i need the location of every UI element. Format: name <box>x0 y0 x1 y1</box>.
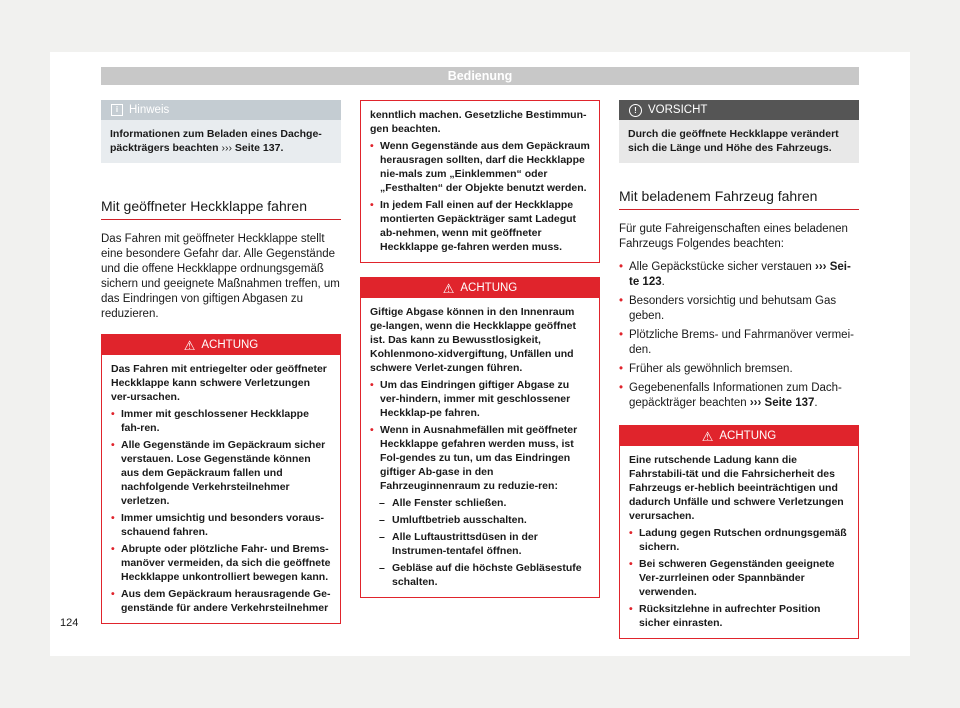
hint-header <box>101 100 341 120</box>
list-item-text: Besonders vorsichtig und behutsam Gas geben. <box>629 295 837 322</box>
warning-box-exhaust <box>360 277 600 598</box>
section-title-open-tailgate: Mit geöffneter Heckklappe fahren <box>101 199 341 220</box>
section-title-loaded-vehicle: Mit beladenem Fahrzeug fahren <box>619 189 859 210</box>
warning-body <box>620 446 858 638</box>
hint-ref-arrows: ››› <box>221 142 232 154</box>
warning-item: • Rücksitzlehne in aufrechter Position sicher einrasten. <box>629 602 849 630</box>
caution-body: Durch die geöffnete Heckklappe verändert sich die Länge und Höhe des Fahrzeugs. <box>628 128 839 154</box>
list-item-text: Gegebenenfalls Informationen zum Dach-gepäckträger beachten <box>629 382 842 409</box>
list-item-tail: . <box>661 276 665 288</box>
caution-header <box>619 100 859 120</box>
warning-item: • Ladung gegen Rutschen ordnungsgemäß sichern. <box>629 526 849 554</box>
warning-item: • Um das Eindringen giftiger Abgase zu ver-hindern, immer mit geschlossener Heckklap-pe fahren. <box>370 378 590 420</box>
list-item <box>619 328 859 358</box>
list-item <box>619 381 859 411</box>
page-ref-link[interactable]: ››› Sei-te 123 <box>629 261 851 288</box>
warning-subitem: – Umluftbetrieb ausschalten. <box>370 513 590 527</box>
section-intro: Für gute Fahreigenschaften eines beladenen Fahrzeugs Folgendes beachten: <box>619 223 848 250</box>
warning-subitem: – Gebläse auf die höchste Gebläsestufe schalten. <box>370 561 590 589</box>
warning-item: • In jedem Fall einen auf der Heckklappe montierten Gepäckträger samt Ladegut ab-nehmen, wenn mit geöffneter Heckklappe ge-fahren werden muss. <box>370 198 590 254</box>
list-item <box>619 260 859 290</box>
caution-box <box>619 100 859 163</box>
warning-item: • Bei schweren Gegenständen geeignete Ver-zurrleinen oder Spannbänder verwenden. <box>629 557 849 599</box>
warning-subitem: – Alle Fenster schließen. <box>370 496 590 510</box>
warning-header <box>620 426 858 446</box>
info-icon: i <box>111 104 123 116</box>
warning-continued-body <box>361 101 599 262</box>
warning-continued-intro: kenntlich machen. Gesetzliche Bestimmun-gen beachten. <box>370 109 587 135</box>
page-ref-link[interactable]: ››› Seite 137 <box>749 397 815 409</box>
warning-header <box>361 278 599 298</box>
warning-subitem: – Alle Luftaustrittsdüsen in der Instrumen-tentafel öffnen. <box>370 530 590 558</box>
warning-item: • Wenn Gegenstände aus dem Gepäckraum herausragen sollten, darf die Heckklappe nie-mals zum „Einklemmen“ oder „Festhalten“ der Objekte benutzt werden. <box>370 139 590 195</box>
warning-item: • Aus dem Gepäckraum herausragende Ge-genstände für andere Verkehrsteilnehmer <box>111 587 331 615</box>
warning-label: ACHTUNG <box>460 281 518 294</box>
warning-item: • Wenn in Ausnahmefällen mit geöffneter Heckklappe gefahren werden muss, ist Fol-gendes zu tun, um das Eindringen giftiger Ab-gase in den Fahrzeuginnenraum zu reduzie-ren: <box>370 423 590 493</box>
list-item <box>619 362 859 377</box>
warning-item: • Immer umsichtig und besonders voraus-schauend fahren. <box>111 511 331 539</box>
warning-item: • Abrupte oder plötzliche Fahr- und Brems-manöver vermeiden, da sich die geöffnete Heckklappe unkontrolliert bewegen kann. <box>111 542 331 584</box>
hint-body <box>101 120 341 163</box>
warning-triangle-icon: ⚠ <box>183 337 196 353</box>
hint-text: Informationen zum Beladen eines Dachge-päckträgers beachten <box>110 128 322 154</box>
exclamation-circle-icon: ! <box>629 104 642 117</box>
warning-intro: Das Fahren mit entriegelter oder geöffneter Heckklappe kann schwere Verletzungen ver-ursachen. <box>111 363 327 403</box>
caution-label: VORSICHT <box>648 103 708 116</box>
column-1 <box>101 100 341 624</box>
page <box>50 52 910 656</box>
warning-intro: Giftige Abgase können in den Innenraum ge-langen, wenn die Heckklappe geöffnet ist. Das kann zu Bewusstlosigkeit, Kohlenmono-xidvergiftung, Unfällen und schwere Verlet-zungen führen. <box>370 306 576 374</box>
page-number: 124 <box>60 617 79 629</box>
warning-body <box>102 355 340 623</box>
warning-triangle-icon: ⚠ <box>701 428 714 444</box>
warning-intro: Eine rutschende Ladung kann die Fahrstabili-tät und die Fahrsicherheit des Fahrzeugs er-heblich beeinträchtigen und dadurch Unfälle und schwere Verletzungen verursachen. <box>629 454 844 522</box>
list-item-text: Früher als gewöhnlich bremsen. <box>629 363 793 375</box>
list-item <box>619 294 859 324</box>
list-item-text: Alle Gepäckstücke sicher verstauen <box>629 261 812 273</box>
warning-box-cargo <box>619 425 859 639</box>
hint-box <box>101 100 341 163</box>
hint-label: Hinweis <box>129 103 170 116</box>
warning-header <box>102 335 340 355</box>
warning-box-continued <box>360 100 600 263</box>
warning-triangle-icon: ⚠ <box>442 280 455 296</box>
warning-item: • Alle Gegenstände im Gepäckraum sicher verstauen. Lose Gegenstände können aus dem Gepäckraum fallen und nachfolgende Verkehrsteilnehmer verletzen. <box>111 438 331 508</box>
warning-box <box>101 334 341 624</box>
list-item-tail: . <box>814 397 818 409</box>
warning-label: ACHTUNG <box>201 338 259 351</box>
column-3 <box>619 100 859 639</box>
chapter-header: Bedienung <box>101 67 859 85</box>
section-intro: Das Fahren mit geöffneter Heckklappe stellt eine besondere Gefahr dar. Alle Gegenstände und die offene Heckklappe ordnungsgemäß sichern und geeignete Maßnahmen treffen, um das Eindringen von giftigen Abgasen zu reduzieren. <box>101 233 340 320</box>
hint-ref-link[interactable]: Seite 137. <box>234 142 284 154</box>
warning-label: ACHTUNG <box>719 429 777 442</box>
warning-item: • Immer mit geschlossener Heckklappe fah-ren. <box>111 407 331 435</box>
column-2 <box>360 100 600 598</box>
warning-body <box>361 298 599 597</box>
list-item-text: Plötzliche Brems- und Fahrmanöver vermei-den. <box>629 329 854 356</box>
